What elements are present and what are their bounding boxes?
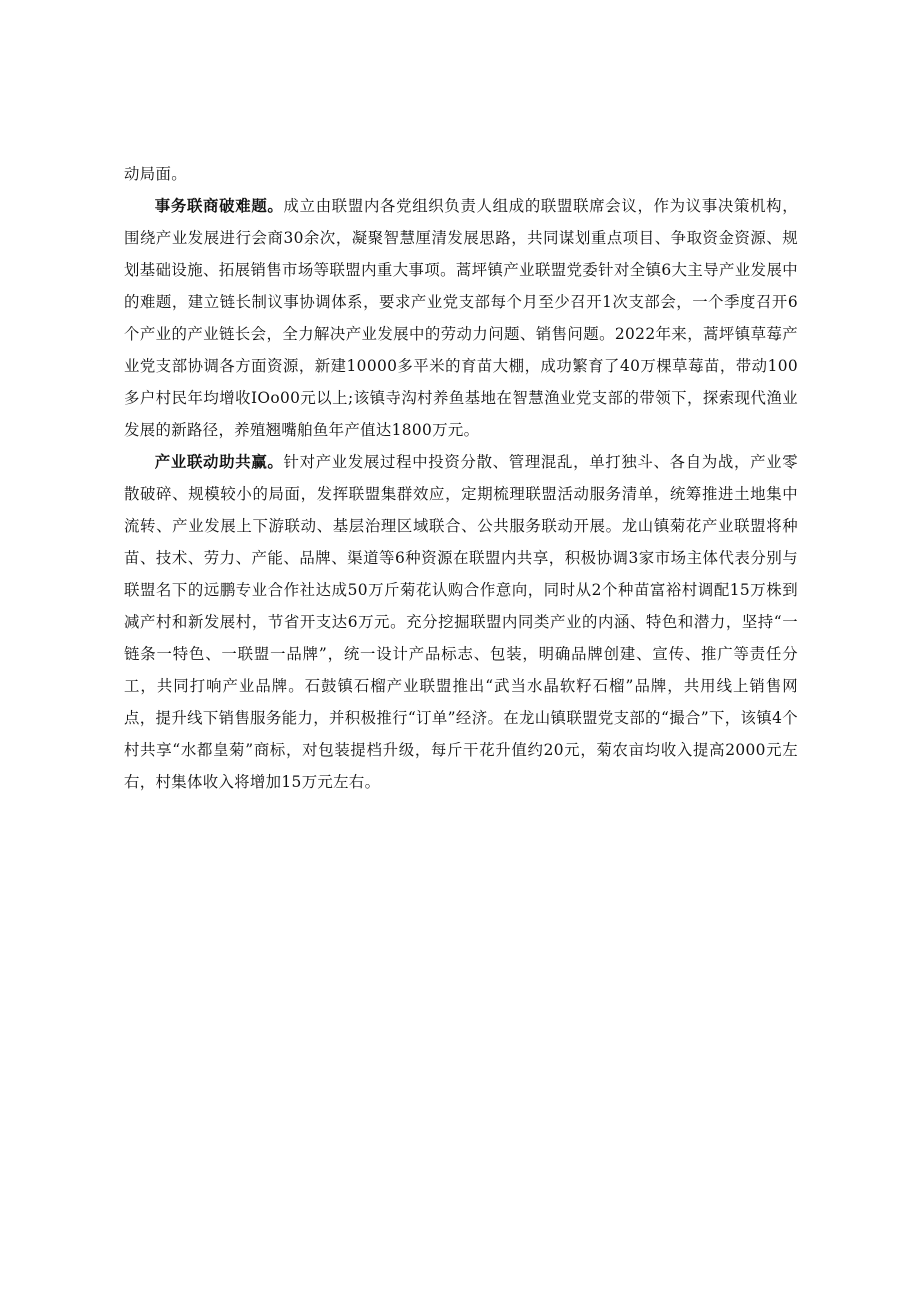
- paragraph-affairs-consultation: [124, 190, 798, 446]
- paragraph-text: 针对产业发展过程中投资分散、管理混乱，单打独斗、各自为战，产业零散破碎、规模较小的局面，发挥联盟集群效应，定期梳理联盟活动服务清单，统筹推进土地集中流转、产业发展上下游联动、基层治理区域联合、公共服务联动开展。龙山镇菊花产业联盟将种苗、技术、劳力、产能、品牌、渠道等6种资源在联盟内共享，积极协调3家市场主体代表分别与联盟名下的远鹏专业合作社达成50万斤菊花认购合作意向，同时从2个种苗富裕村调配15万株到减产村和新发展村，节省开支达6万元。充分挖掘联盟内同类产业的内涵、特色和潜力，坚持“一链条一特色、一联盟一品牌”，统一设计产品标志、包装，明确品牌创建、宣传、推广等责任分工，共同打响产业品牌。石鼓镇石榴产业联盟推出“武当水晶软籽石榴”品牌，共用线上销售网点，提升线下销售服务能力，并积极推行“订单”经济。在龙山镇联盟党支部的“撮合”下，该镇4个村共享“水都皇菊”商标，对包装提档升级，每斤干花升值约20元，菊农亩均收入提高2000元左右，村集体收入将增加15万元左右。: [124, 453, 798, 791]
- document-page: [124, 158, 798, 798]
- paragraph-industry-linkage: [124, 446, 798, 798]
- paragraph-lead: 产业联动助共赢。: [154, 453, 284, 471]
- paragraph-text: 动局面。: [124, 165, 187, 183]
- paragraph-text: 成立由联盟内各党组织负责人组成的联盟联席会议，作为议事决策机构，围绕产业发展进行会商30余次，凝聚智慧厘清发展思路，共同谋划重点项目、争取资金资源、规划基础设施、拓展销售市场等联盟内重大事项。蒿坪镇产业联盟党委针对全镇6大主导产业发展中的难题，建立链长制议事协调体系，要求产业党支部每个月至少召开1次支部会，一个季度召开6个产业的产业链长会，全力解决产业发展中的劳动力问题、销售问题。2022年来，蒿坪镇草莓产业党支部协调各方面资源，新建10000多平米的育苗大棚，成功繁育了40万棵草莓苗，带动100多户村民年均增收IOo00元以上;该镇寺沟村养鱼基地在智慧渔业党支部的带领下，探索现代渔业发展的新路径，养殖翘嘴舶鱼年产值达1800万元。: [124, 197, 798, 439]
- paragraph-lead: 事务联商破难题。: [154, 197, 284, 215]
- paragraph-continuation: [124, 158, 798, 190]
